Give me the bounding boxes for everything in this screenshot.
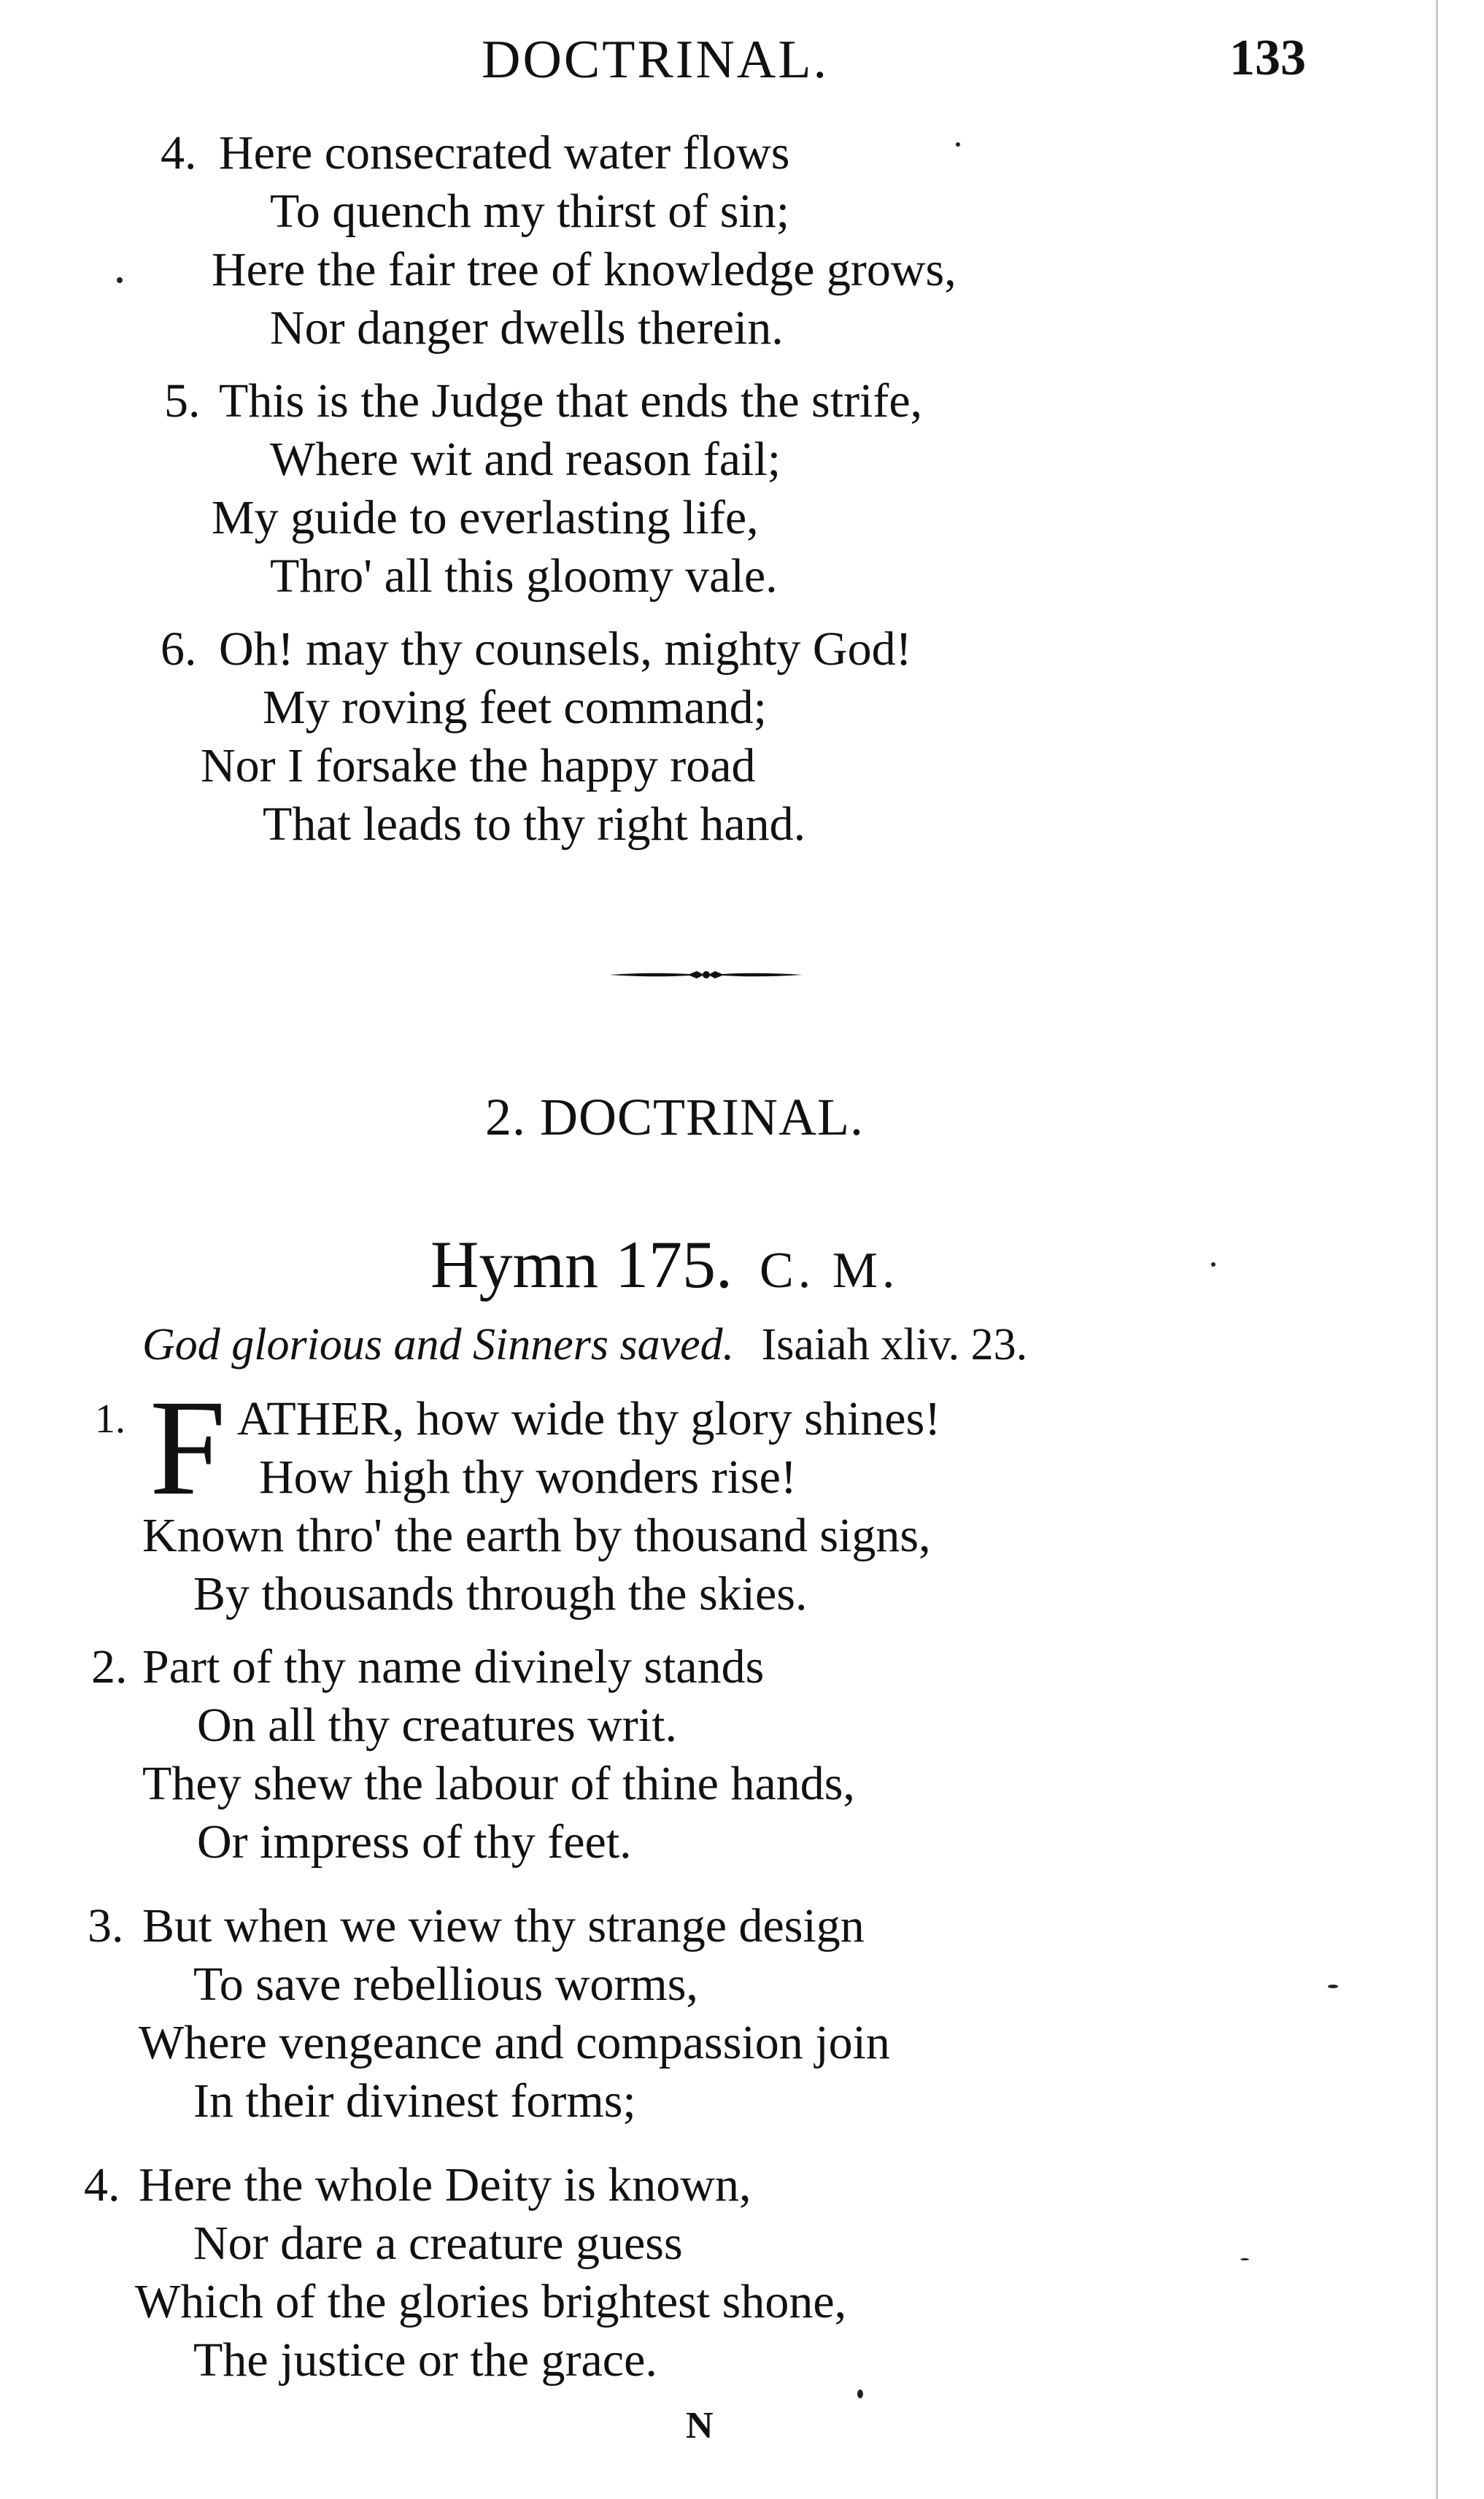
hymn-meter: C. M.: [760, 1243, 900, 1299]
page-edge-line: [1436, 0, 1438, 2499]
scan-speck: [1240, 2258, 1249, 2260]
verse-line: Thro' all this gloomy vale.: [270, 549, 778, 603]
verse-line: Here consecrated water flows: [219, 126, 790, 179]
verse-line: But when we view thy strange design: [142, 1899, 865, 1953]
scan-speck: [117, 277, 123, 283]
verse-line: Known thro' the earth by thousand signs,: [142, 1509, 931, 1562]
verse-line: To save rebellious worms,: [193, 1958, 698, 2011]
verse-line: Here the whole Deity is known,: [139, 2158, 751, 2212]
verse-line: By thousands through the skies.: [193, 1567, 808, 1621]
drop-cap: F: [150, 1371, 226, 1523]
signature-mark: N: [686, 2405, 714, 2446]
verse-line: In their divinest forms;: [193, 2074, 636, 2128]
hymn-number: Hymn 175.: [430, 1227, 733, 1302]
verse-number: 3.: [88, 1899, 124, 1953]
verse-line: Nor I forsake the happy road: [201, 739, 756, 792]
verse-number: 1.: [95, 1397, 125, 1442]
verse-line: The justice or the grace.: [193, 2333, 657, 2387]
scan-speck: [956, 142, 960, 147]
verse-number: 6.: [161, 622, 197, 676]
verse-line: On all thy creatures writ.: [197, 1699, 677, 1752]
verse-line: My guide to everlasting life,: [212, 491, 759, 544]
verse-number: 4.: [161, 126, 197, 179]
verse-number: 4.: [84, 2158, 120, 2212]
verse-line: My roving feet command;: [263, 681, 768, 734]
verse-line: How high thy wonders rise!: [259, 1451, 797, 1504]
verse-line: Or impress of thy feet.: [197, 1815, 632, 1869]
scan-speck: [1211, 1262, 1216, 1267]
verse-line: Part of thy name divinely stands: [142, 1640, 765, 1693]
scripture-reference: Isaiah xliv. 23.: [761, 1320, 1028, 1370]
running-head: DOCTRINAL.: [482, 30, 830, 90]
verse-number: 2.: [91, 1640, 128, 1693]
verse-line: Here the fair tree of knowledge grows,: [212, 243, 957, 296]
verse-line: Nor danger dwells therein.: [270, 301, 784, 355]
verse-line: This is the Judge that ends the strife,: [219, 374, 923, 428]
verse-number: 5.: [164, 374, 201, 428]
page-number: 133: [1229, 30, 1306, 86]
verse-line: That leads to thy right hand.: [263, 797, 806, 851]
verse-line: Which of the glories brightest shone,: [135, 2275, 847, 2328]
ornamental-divider: [609, 970, 803, 979]
hymn-theme: God glorious and Sinners saved.: [142, 1320, 735, 1370]
scan-speck: [857, 2390, 863, 2398]
verse-line: ATHER, how wide thy glory shines!: [237, 1392, 941, 1445]
scan-speck: [1328, 1985, 1338, 1988]
verse-line: Nor dare a creature guess: [193, 2217, 683, 2270]
hymn-title: [430, 1226, 899, 1303]
verse-line: Where wit and reason fail;: [270, 433, 781, 486]
verse-line: Where vengeance and compassion join: [139, 2016, 890, 2069]
section-heading: 2. DOCTRINAL.: [485, 1088, 864, 1146]
hymn-subtitle: [142, 1319, 1027, 1371]
verse-line: Oh! may thy counsels, mighty God!: [219, 622, 912, 676]
verse-line: They shew the labour of thine hands,: [142, 1757, 855, 1810]
verse-line: To quench my thirst of sin;: [270, 185, 790, 238]
